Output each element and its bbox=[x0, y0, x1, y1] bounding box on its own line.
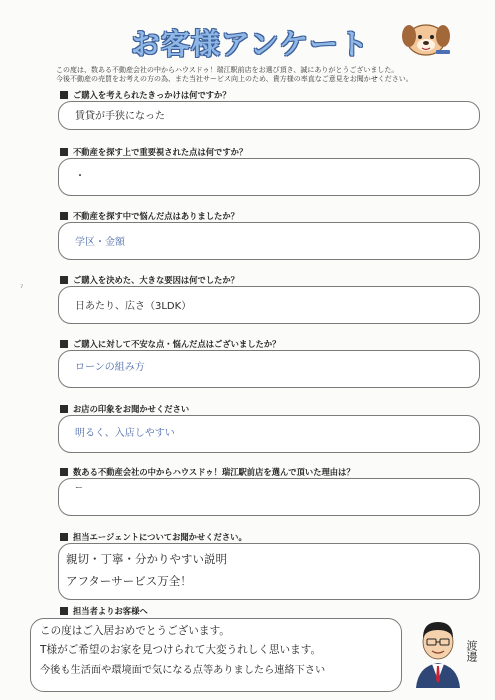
agent-message-line-3: 今後も生活面や環境面で気になる点等ありましたら連絡下さい bbox=[40, 665, 326, 676]
square-bullet-icon bbox=[60, 468, 68, 476]
question-7: 数ある不動産会社の中からハウスドゥ！瑞江駅前店を選んで頂いた理由は？ bbox=[60, 466, 355, 478]
answer-7: ー bbox=[75, 483, 83, 492]
staff-illustration-icon bbox=[410, 608, 466, 688]
intro-line: 今後不動産の売買をお考えの方の為、また当社サービス向上のため、貴方様の率直なご意見をお聞かせください。 bbox=[56, 75, 413, 83]
square-bullet-icon bbox=[60, 405, 68, 413]
square-bullet-icon bbox=[60, 276, 68, 284]
intro-line: この度は、数ある不動産会社の中からハウスドゥ！瑞江駅前店をお選び頂き、誠にありがとうございました。 bbox=[56, 66, 399, 74]
question-1: ご購入を考えられたきっかけは何ですか？ bbox=[60, 89, 231, 101]
answer-box-2 bbox=[58, 158, 480, 196]
square-bullet-icon bbox=[60, 148, 68, 156]
question-5: ご購入に対して不安な点・悩んだ点はございましたか？ bbox=[60, 338, 280, 350]
square-bullet-icon bbox=[60, 340, 68, 348]
question-3: 不動産を探す中で悩んだ点はありましたか？ bbox=[60, 210, 239, 222]
answer-2: ・ bbox=[75, 171, 85, 182]
dog-mascot-icon bbox=[398, 14, 454, 62]
answer-5: ローンの組み方 bbox=[75, 362, 145, 373]
answer-8-line-2: アフターサービス万全！ bbox=[66, 574, 192, 588]
question-8: 担当エージェントについてお聞かせください。 bbox=[60, 531, 247, 543]
agent-message-line-2: T様がご希望のお家を見つけられて大変うれしく思います。 bbox=[40, 644, 322, 656]
answer-8-line-1: 親切・丁寧・分かりやすい説明 bbox=[66, 552, 227, 566]
question-2: 不動産を探す上で重要視された点は何ですか？ bbox=[60, 146, 247, 158]
question-6: お店の印象をお聞かせください bbox=[60, 403, 189, 415]
answer-6: 明るく、入店しやすい bbox=[75, 428, 175, 439]
answer-1: 賃貸が手狭になった bbox=[75, 111, 165, 122]
staff-name: 渡邊 bbox=[465, 640, 478, 662]
square-bullet-icon bbox=[60, 533, 68, 541]
square-bullet-icon bbox=[60, 212, 68, 220]
square-bullet-icon bbox=[60, 607, 68, 615]
answer-box-7 bbox=[58, 478, 480, 516]
answer-3: 学区・金額 bbox=[75, 237, 125, 248]
square-bullet-icon bbox=[60, 91, 68, 99]
page-title: お客様アンケート bbox=[130, 27, 370, 61]
question-4: ご購入を決めた、大きな要因は何でしたか？ bbox=[60, 274, 239, 286]
paper-mark: ˀ bbox=[20, 284, 24, 294]
intro-text bbox=[56, 66, 476, 84]
answer-4: 日あたり、広さ（3LDK） bbox=[75, 301, 192, 312]
agent-message-line-1: この度はご入居おめでとうございます。 bbox=[40, 625, 230, 637]
agent-message-heading: 担当者よりお客様へ bbox=[60, 605, 148, 617]
